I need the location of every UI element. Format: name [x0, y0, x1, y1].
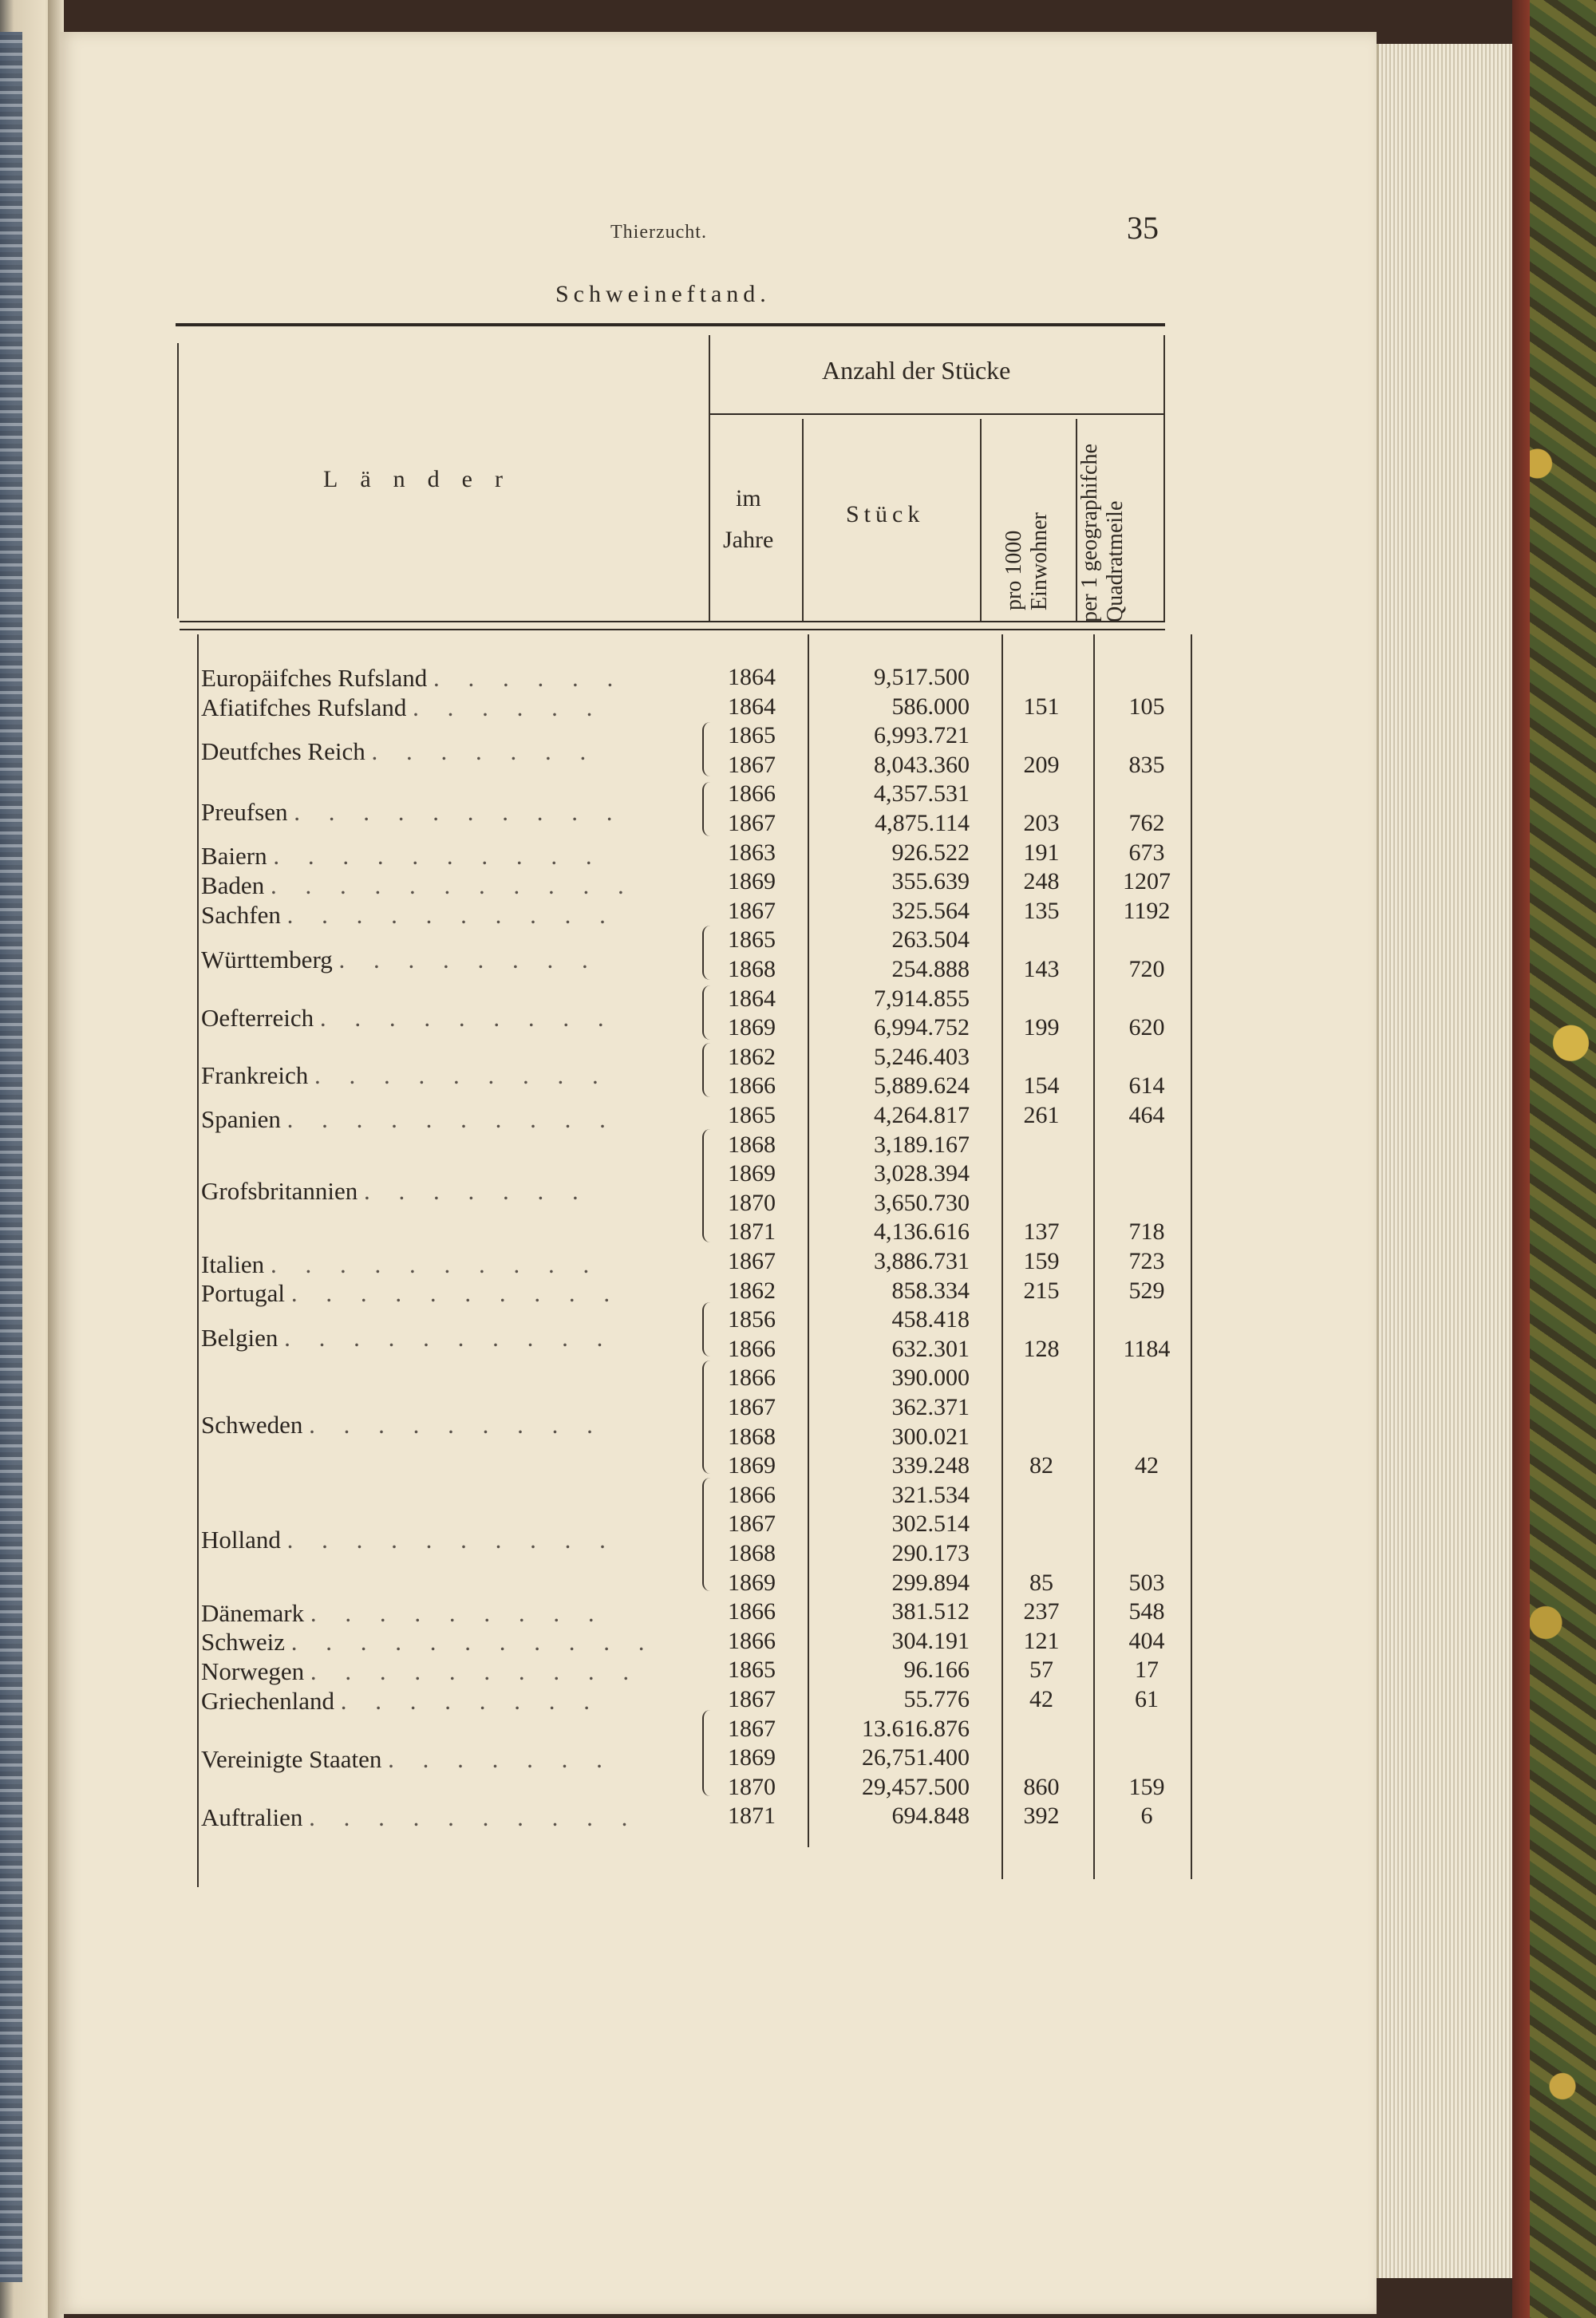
header-anzahl: Anzahl der Stücke — [822, 356, 1011, 385]
row-year: 1865 — [728, 926, 776, 953]
laender-divider — [709, 335, 710, 621]
leader-dots: . . . . . . . — [371, 737, 598, 765]
row-year: 1867 — [728, 1248, 776, 1274]
row-per-quadratmeile: 1184 — [1123, 1336, 1171, 1362]
row-pro-1000: 191 — [1023, 839, 1060, 866]
row-year: 1868 — [728, 1424, 776, 1450]
row-year: 1865 — [728, 1657, 776, 1683]
row-pro-1000: 237 — [1023, 1598, 1060, 1625]
row-pro-1000: 128 — [1023, 1336, 1060, 1362]
stueck-divider-header — [980, 419, 982, 621]
leader-dots: . . . . . . . . . — [319, 1004, 615, 1032]
row-year: 1869 — [728, 868, 776, 894]
leader-dots: . . . . . . . — [364, 1177, 590, 1205]
group-brace — [702, 1478, 712, 1591]
row-pro-1000: 135 — [1023, 898, 1060, 924]
group-brace — [702, 1302, 712, 1356]
row-pro-1000: 121 — [1023, 1628, 1060, 1654]
country-name: Spanien — [201, 1105, 281, 1133]
row-stueck: 632.301 — [891, 1336, 970, 1362]
row-per-quadratmeile: 723 — [1128, 1248, 1165, 1274]
country-name: Griechenland — [201, 1687, 334, 1715]
row-year: 1864 — [728, 693, 776, 720]
country-name: Baden — [201, 871, 265, 899]
row-year: 1869 — [728, 1744, 776, 1771]
leader-dots: . . . . . . . . — [340, 1687, 601, 1715]
row-stueck: 4,875.114 — [875, 810, 970, 836]
row-stueck: 4,357.531 — [874, 780, 970, 807]
row-stueck: 9,517.500 — [874, 664, 970, 690]
header-jahre: Jahre — [723, 527, 774, 553]
country-row — [201, 798, 696, 827]
header-pro-1000 — [1001, 371, 1053, 610]
row-stueck: 926.522 — [891, 839, 970, 866]
leader-dots: . . . . . . . . . . — [309, 1803, 639, 1831]
row-pro-1000: 209 — [1023, 752, 1060, 778]
leader-dots: . . . . . . . . — [338, 946, 599, 973]
group-brace — [702, 782, 712, 836]
row-pro-1000: 42 — [1029, 1686, 1053, 1712]
leader-dots: . . . . . . . . . — [309, 1411, 604, 1439]
page-number: 35 — [1127, 210, 1159, 246]
cover-spine — [1512, 0, 1530, 2318]
row-stueck: 381.512 — [891, 1598, 970, 1625]
leader-dots: . . . . . . . . . — [314, 1061, 610, 1089]
row-per-quadratmeile: 464 — [1128, 1102, 1165, 1128]
row-pro-1000: 57 — [1029, 1657, 1053, 1683]
row-stueck: 5,889.624 — [874, 1072, 970, 1099]
row-year: 1869 — [728, 1160, 776, 1187]
group-brace — [702, 1043, 712, 1097]
row-year: 1871 — [728, 1803, 776, 1829]
row-stueck: 304.191 — [891, 1628, 970, 1654]
row-year: 1869 — [728, 1014, 776, 1041]
leader-dots: . . . . . . . . . . — [286, 1105, 617, 1133]
leader-dots: . . . . . . — [413, 693, 604, 721]
row-year: 1867 — [728, 810, 776, 836]
country-name: Sachfen — [201, 901, 281, 929]
row-pro-1000: 82 — [1029, 1452, 1053, 1479]
country-name: Frankreich — [201, 1061, 309, 1089]
group-brace — [702, 1129, 712, 1242]
table-left-border — [177, 343, 179, 618]
row-per-quadratmeile: 503 — [1128, 1570, 1165, 1596]
row-per-quadratmeile: 42 — [1135, 1452, 1159, 1479]
country-row — [201, 1411, 696, 1439]
row-year: 1867 — [728, 898, 776, 924]
row-per-quadratmeile: 1192 — [1123, 898, 1171, 924]
country-name: Deutfches Reich — [201, 737, 365, 765]
table-title: Schweineftand. — [555, 281, 771, 307]
row-stueck: 858.334 — [891, 1277, 970, 1304]
row-year: 1866 — [728, 780, 776, 807]
row-year: 1865 — [728, 722, 776, 748]
country-name: Grofsbritannien — [201, 1177, 358, 1205]
left-book-edge — [0, 32, 22, 2282]
country-row — [201, 737, 696, 766]
row-year: 1866 — [728, 1598, 776, 1625]
row-pro-1000: 860 — [1023, 1774, 1060, 1800]
group-brace — [702, 722, 712, 776]
row-year: 1866 — [728, 1072, 776, 1099]
leader-dots: . . . . . . . . . . — [290, 1279, 622, 1307]
row-year: 1864 — [728, 985, 776, 1012]
row-per-quadratmeile: 404 — [1128, 1628, 1165, 1654]
row-pro-1000: 392 — [1023, 1803, 1060, 1829]
country-name: Württemberg — [201, 946, 333, 973]
group-brace — [702, 985, 712, 1040]
leader-dots: . . . . . . . . . . — [310, 1657, 641, 1685]
country-row — [201, 1687, 696, 1716]
row-year: 1868 — [728, 1540, 776, 1566]
row-stueck: 3,028.394 — [874, 1160, 970, 1187]
leader-dots: . . . . . . — [433, 664, 625, 692]
row-stueck: 5,246.403 — [874, 1044, 970, 1070]
country-row — [201, 842, 696, 871]
row-stueck: 6,994.752 — [874, 1014, 970, 1041]
row-year: 1856 — [728, 1306, 776, 1333]
country-row — [201, 1004, 696, 1033]
row-year: 1866 — [728, 1364, 776, 1391]
table-right-border — [1163, 335, 1165, 621]
country-row — [201, 901, 696, 930]
row-stueck: 4,264.817 — [874, 1102, 970, 1128]
row-stueck: 7,914.855 — [874, 985, 970, 1012]
row-per-quadratmeile: 762 — [1128, 810, 1165, 836]
page-stack — [1377, 44, 1515, 2278]
row-per-quadratmeile: 1207 — [1123, 868, 1171, 894]
row-year: 1868 — [728, 956, 776, 982]
country-row — [201, 1803, 696, 1832]
leader-dots: . . . . . . . . . . . — [290, 1628, 656, 1656]
country-name: Belgien — [201, 1324, 279, 1352]
country-name: Italien — [201, 1250, 265, 1278]
row-stueck: 390.000 — [891, 1364, 970, 1391]
leader-dots: . . . . . . . . . . — [284, 1324, 614, 1352]
country-row — [201, 871, 696, 900]
leader-dots: . . . . . . . — [388, 1745, 614, 1773]
country-name: Baiern — [201, 842, 267, 870]
row-stueck: 254.888 — [891, 956, 970, 982]
country-name: Auftralien — [201, 1803, 303, 1831]
row-per-quadratmeile: 548 — [1128, 1598, 1165, 1625]
row-year: 1869 — [728, 1570, 776, 1596]
country-row — [201, 1105, 696, 1134]
row-stueck: 302.514 — [891, 1510, 970, 1537]
row-year: 1867 — [728, 1510, 776, 1537]
country-row — [201, 693, 696, 722]
row-stueck: 290.173 — [891, 1540, 970, 1566]
row-year: 1864 — [728, 664, 776, 690]
row-stueck: 263.504 — [891, 926, 970, 953]
country-name: Holland — [201, 1526, 281, 1554]
group-brace — [702, 1710, 712, 1796]
country-name: Portugal — [201, 1279, 286, 1307]
row-per-quadratmeile: 720 — [1128, 956, 1165, 982]
table-top-rule — [176, 323, 1165, 326]
country-name: Vereinigte Staaten — [201, 1745, 382, 1773]
row-per-quadratmeile: 159 — [1128, 1774, 1165, 1800]
row-stueck: 3,886.731 — [874, 1248, 970, 1274]
country-row — [201, 1526, 696, 1554]
row-year: 1867 — [728, 1394, 776, 1420]
row-stueck: 3,650.730 — [874, 1190, 970, 1216]
header-per-text: per 1 geographifche Quadratmeile — [1077, 444, 1128, 622]
row-pro-1000: 261 — [1023, 1102, 1060, 1128]
row-stueck: 694.848 — [891, 1803, 970, 1829]
row-pro-1000: 248 — [1023, 868, 1060, 894]
country-row — [201, 664, 696, 693]
leader-dots: . . . . . . . . . . — [286, 901, 617, 929]
country-name: Dänemark — [201, 1599, 305, 1627]
row-year: 1863 — [728, 839, 776, 866]
header-bottom-rule — [180, 621, 1165, 622]
row-year: 1870 — [728, 1774, 776, 1800]
country-row — [201, 1628, 696, 1657]
row-stueck: 458.418 — [891, 1306, 970, 1333]
row-year: 1867 — [728, 752, 776, 778]
country-row — [201, 1745, 696, 1774]
running-head: Thierzucht. — [610, 222, 707, 243]
row-year: 1871 — [728, 1218, 776, 1245]
book-page — [60, 32, 1377, 2314]
row-pro-1000: 151 — [1023, 693, 1060, 720]
row-per-quadratmeile: 105 — [1128, 693, 1165, 720]
row-pro-1000: 203 — [1023, 810, 1060, 836]
row-year: 1862 — [728, 1277, 776, 1304]
row-stueck: 362.371 — [891, 1394, 970, 1420]
leader-dots: . . . . . . . . . — [310, 1599, 606, 1627]
row-stueck: 96.166 — [903, 1657, 970, 1683]
country-name: Schweiz — [201, 1628, 286, 1656]
header-laender: Länder — [323, 466, 525, 492]
row-per-quadratmeile: 718 — [1128, 1218, 1165, 1245]
row-stueck: 13.616.876 — [862, 1716, 970, 1742]
row-year: 1867 — [728, 1716, 776, 1742]
country-name: Oefterreich — [201, 1004, 314, 1032]
row-year: 1866 — [728, 1628, 776, 1654]
row-year: 1870 — [728, 1190, 776, 1216]
row-pro-1000: 154 — [1023, 1072, 1060, 1099]
row-per-quadratmeile: 835 — [1128, 752, 1165, 778]
row-year: 1866 — [728, 1336, 776, 1362]
row-stueck: 6,993.721 — [874, 722, 970, 748]
row-year: 1865 — [728, 1102, 776, 1128]
row-pro-1000: 199 — [1023, 1014, 1060, 1041]
row-per-quadratmeile: 614 — [1128, 1072, 1165, 1099]
country-row — [201, 1657, 696, 1686]
row-per-quadratmeile: 673 — [1128, 839, 1165, 866]
row-stueck: 355.639 — [891, 868, 970, 894]
body-right-border — [1191, 634, 1192, 1879]
row-pro-1000: 143 — [1023, 956, 1060, 982]
row-year: 1869 — [728, 1452, 776, 1479]
country-row — [201, 1279, 696, 1308]
country-name: Afiatifches Rufsland — [201, 693, 407, 721]
country-name: Europäifches Rufsland — [201, 664, 428, 692]
row-pro-1000: 215 — [1023, 1277, 1060, 1304]
row-pro-1000: 137 — [1023, 1218, 1060, 1245]
country-row — [201, 1599, 696, 1628]
country-row — [201, 1061, 696, 1090]
row-per-quadratmeile: 17 — [1135, 1657, 1159, 1683]
leader-dots: . . . . . . . . . . — [270, 1250, 601, 1278]
body-left-border — [197, 634, 199, 1887]
country-name: Preufsen — [201, 798, 288, 826]
group-brace — [702, 1360, 712, 1474]
leader-dots: . . . . . . . . . . — [273, 842, 603, 870]
row-stueck: 321.534 — [891, 1482, 970, 1508]
row-per-quadratmeile: 61 — [1135, 1686, 1159, 1712]
leader-dots: . . . . . . . . . . — [286, 1526, 617, 1554]
country-row — [201, 1177, 696, 1206]
row-year: 1866 — [728, 1482, 776, 1508]
row-stueck: 586.000 — [891, 693, 970, 720]
country-name: Norwegen — [201, 1657, 305, 1685]
row-stueck: 339.248 — [891, 1452, 970, 1479]
header-bottom-rule-2 — [180, 629, 1165, 630]
country-name: Schweden — [201, 1411, 303, 1439]
header-per-quadratmeile — [1077, 375, 1128, 622]
row-stueck: 325.564 — [891, 898, 970, 924]
country-row — [201, 946, 696, 974]
country-row — [201, 1250, 696, 1279]
row-stueck: 4,136.616 — [874, 1218, 970, 1245]
row-stueck: 3,189.167 — [874, 1131, 970, 1158]
row-per-quadratmeile: 6 — [1140, 1803, 1153, 1829]
row-year: 1867 — [728, 1686, 776, 1712]
row-year: 1862 — [728, 1044, 776, 1070]
leader-dots: . . . . . . . . . . . — [270, 871, 635, 899]
row-stueck: 8,043.360 — [874, 752, 970, 778]
row-stueck: 26,751.400 — [862, 1744, 970, 1771]
row-per-quadratmeile: 529 — [1128, 1277, 1165, 1304]
jahre-divider-header — [802, 419, 804, 621]
per-divider — [1093, 634, 1095, 1879]
row-pro-1000: 159 — [1023, 1248, 1060, 1274]
country-row — [201, 1324, 696, 1352]
header-im: im — [736, 485, 761, 511]
row-stueck: 299.894 — [891, 1570, 970, 1596]
header-pro-text: pro 1000 Einwohner — [1001, 512, 1052, 610]
leader-dots: . . . . . . . . . . — [294, 798, 624, 826]
row-pro-1000: 85 — [1029, 1570, 1053, 1596]
row-year: 1868 — [728, 1131, 776, 1158]
row-stueck: 300.021 — [891, 1424, 970, 1450]
row-stueck: 29,457.500 — [862, 1774, 970, 1800]
row-per-quadratmeile: 620 — [1128, 1014, 1165, 1041]
pro-divider — [1001, 634, 1003, 1879]
row-stueck: 55.776 — [903, 1686, 970, 1712]
header-stueck: Stück — [846, 501, 925, 527]
group-brace — [702, 926, 712, 980]
